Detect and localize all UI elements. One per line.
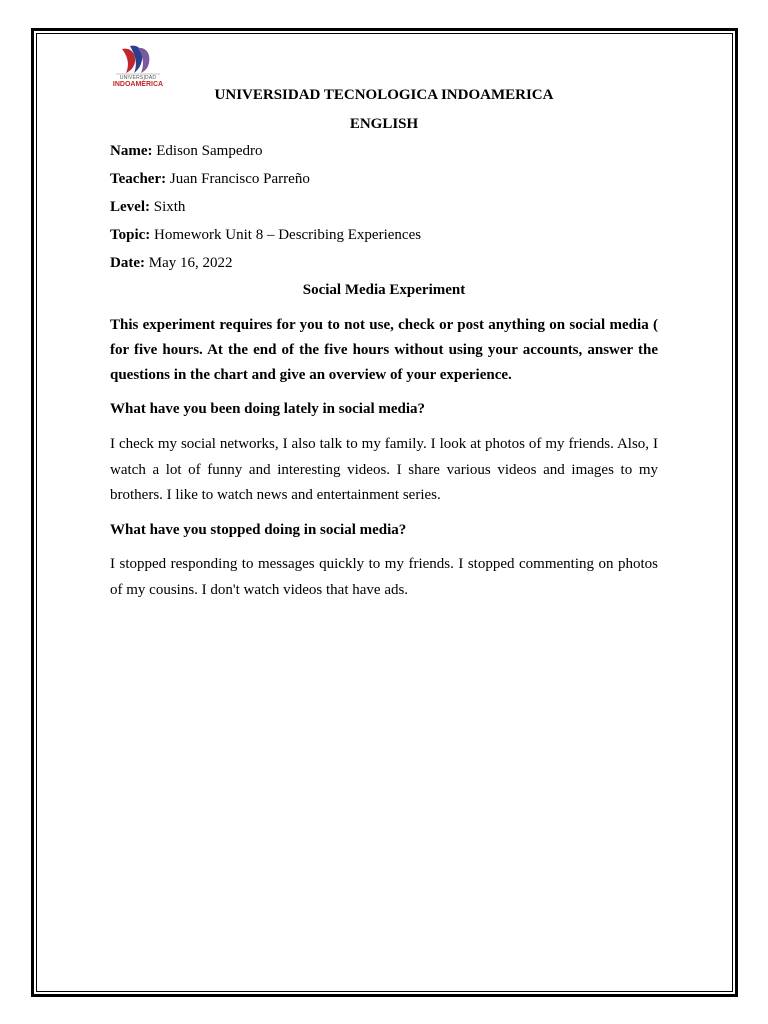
topic-field — [110, 227, 421, 244]
level-field — [110, 199, 185, 216]
question-2: What have you stopped doing in social media? — [110, 522, 407, 538]
name-value: Edison Sampedro — [156, 143, 263, 159]
instructions-paragraph: This experiment requires for you to not use, check or post anything on social media ( for five hours. At the end of the five hours without using your accounts, answer the questions in the chart and give an overview of your experience. — [110, 317, 658, 383]
answer-1: I check my social networks, I also talk to my family. I look at photos of my friends. Also, I watch a lot of funny and interesting videos. I share various videos and images to my brothers. I like to watch news and entertainment series. — [110, 436, 658, 503]
university-logo — [108, 42, 168, 92]
teacher-value: Juan Francisco Parreño — [169, 171, 310, 187]
name-field — [110, 143, 262, 160]
level-label: Level: — [110, 199, 150, 215]
date-value: May 16, 2022 — [148, 255, 233, 271]
university-title: UNIVERSIDAD TECNOLOGICA INDOAMERICA — [214, 87, 554, 103]
date-label: Date: — [110, 255, 145, 271]
teacher-label: Teacher: — [110, 171, 167, 187]
subject-title: ENGLISH — [349, 116, 419, 132]
date-field — [110, 255, 232, 272]
logo-main-text: INDOAMÉRICA — [112, 81, 164, 88]
logo-top-text: UNIVERSIDAD — [119, 75, 157, 81]
answer-2: I stopped responding to messages quickly to my friends. I stopped commenting on photos of my cousins. I don't watch videos that have ads. — [110, 556, 658, 598]
topic-label: Topic: — [110, 227, 151, 243]
teacher-field — [110, 171, 310, 188]
section-title: Social Media Experiment — [302, 282, 466, 298]
logo-emblem-icon — [108, 42, 168, 76]
question-1: What have you been doing lately in social media? — [110, 401, 426, 417]
level-value: Sixth — [153, 199, 186, 215]
topic-value: Homework Unit 8 – Describing Experiences — [154, 227, 422, 243]
name-label: Name: — [110, 143, 153, 159]
